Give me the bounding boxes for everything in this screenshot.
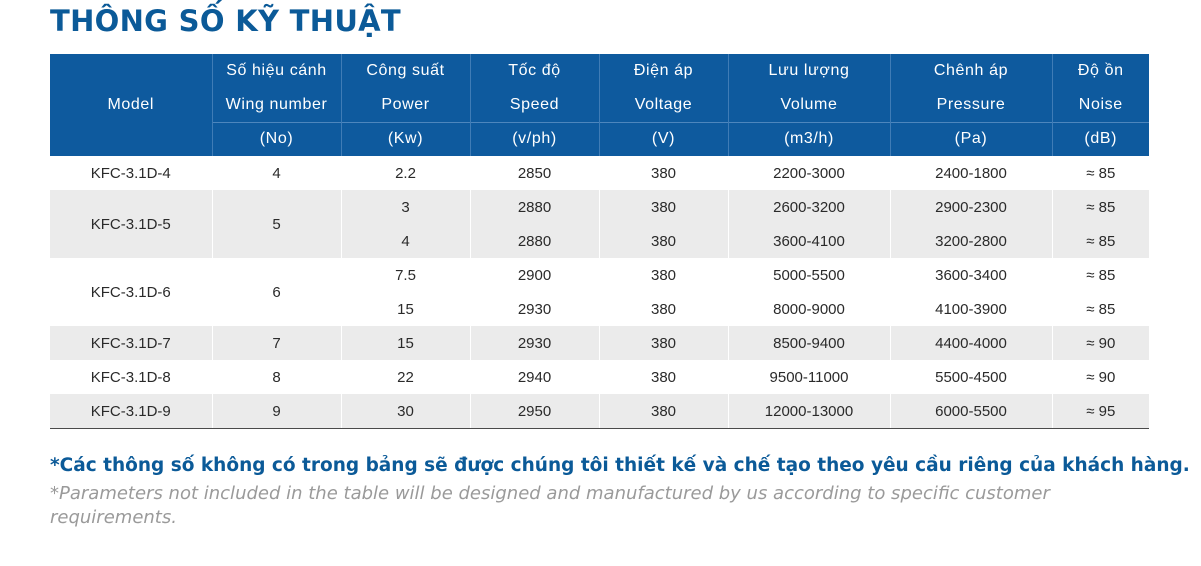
cell-wing: 6 [212,258,341,326]
header-voltage-en: Voltage [599,88,728,122]
cell-model: KFC-3.1D-6 [90,283,171,301]
cell-volume: 12000-13000 [728,394,890,429]
header-pressure-unit: (Pa) [890,122,1052,156]
cell-pressure: 3200-2800 [890,224,1052,258]
cell-power: 15 [341,292,470,326]
cell-model: KFC-3.1D-8 [90,368,171,386]
cell-power: 2.2 [341,156,470,190]
cell-pressure: 5500-4500 [890,360,1052,394]
cell-pressure: 4100-3900 [890,292,1052,326]
cell-power: 3 [341,190,470,224]
header-power-unit: (Kw) [341,122,470,156]
cell-noise: ≈ 90 [1052,326,1149,360]
cell-speed: 2900 [470,258,599,292]
header-noise-vi: Độ ồn [1052,54,1149,88]
cell-noise: ≈ 90 [1052,360,1149,394]
cell-voltage: 380 [599,224,728,258]
header-model: Model [50,54,212,156]
cell-model: KFC-3.1D-4 [90,164,171,182]
cell-power: 4 [341,224,470,258]
cell-pressure: 6000-5500 [890,394,1052,429]
cell-pressure: 2900-2300 [890,190,1052,224]
cell-volume: 3600-4100 [728,224,890,258]
header-speed-unit: (v/ph) [470,122,599,156]
header-speed-en: Speed [470,88,599,122]
page-title: THÔNG SỐ KỸ THUẬT [50,4,402,38]
cell-noise: ≈ 85 [1052,292,1149,326]
header-power-en: Power [341,88,470,122]
cell-voltage: 380 [599,292,728,326]
cell-power: 30 [341,394,470,429]
table-row [50,258,1149,292]
spec-table [50,54,1149,429]
header-voltage-unit: (V) [599,122,728,156]
cell-wing: 9 [212,394,341,429]
note-english: *Parameters not included in the table will be designed and manufactured by us according to specific customer requirements. [50,483,1050,528]
header-volume-unit: (m3/h) [728,122,890,156]
cell-volume: 2200-3000 [728,156,890,190]
header-voltage-vi: Điện áp [599,54,728,88]
cell-noise: ≈ 85 [1052,190,1149,224]
cell-noise: ≈ 85 [1052,156,1149,190]
cell-voltage: 380 [599,326,728,360]
cell-volume: 8500-9400 [728,326,890,360]
cell-power: 22 [341,360,470,394]
cell-pressure: 2400-1800 [890,156,1052,190]
cell-speed: 2930 [470,326,599,360]
table-row [50,156,1149,190]
cell-model: KFC-3.1D-9 [50,394,212,429]
cell-speed: 2850 [470,156,599,190]
note-vietnamese: *Các thông số không có trong bảng sẽ được chúng tôi thiết kế và chế tạo theo yêu cầu riêng của khách hàng. [50,455,1190,476]
cell-pressure: 4400-4000 [890,326,1052,360]
cell-speed: 2880 [470,190,599,224]
cell-pressure: 3600-3400 [890,258,1052,292]
cell-volume: 2600-3200 [728,190,890,224]
cell-model: KFC-3.1D-7 [50,326,212,360]
header-speed-vi: Tốc độ [470,54,599,88]
cell-volume: 5000-5500 [728,258,890,292]
cell-volume: 9500-11000 [728,360,890,394]
cell-speed: 2950 [470,394,599,429]
cell-wing: 8 [212,360,341,394]
cell-speed: 2880 [470,224,599,258]
cell-model: KFC-3.1D-5 [50,190,212,258]
cell-speed: 2940 [470,360,599,394]
table-body [50,156,1149,429]
cell-voltage: 380 [599,258,728,292]
cell-noise: ≈ 85 [1052,224,1149,258]
table-row [50,360,1149,394]
table-row [50,394,1149,429]
header-wing-en: Wing number [212,88,341,122]
header-wing-vi: Số hiệu cánh [212,54,341,88]
cell-wing: 4 [212,156,341,190]
header-pressure-vi: Chênh áp [890,54,1052,88]
header-power-vi: Công suất [341,54,470,88]
cell-voltage: 380 [599,190,728,224]
table-row [50,190,1149,224]
header-volume-vi: Lưu lượng [728,54,890,88]
cell-noise: ≈ 95 [1052,394,1149,429]
cell-power: 7.5 [341,258,470,292]
table-row [50,326,1149,360]
cell-power: 15 [341,326,470,360]
cell-wing: 7 [212,326,341,360]
cell-noise: ≈ 85 [1052,258,1149,292]
cell-voltage: 380 [599,394,728,429]
header-noise-unit: (dB) [1052,122,1149,156]
header-wing-unit: (No) [212,122,341,156]
cell-volume: 8000-9000 [728,292,890,326]
cell-wing: 5 [212,190,341,258]
cell-voltage: 380 [599,360,728,394]
table-header [50,54,1149,156]
header-volume-en: Volume [728,88,890,122]
header-noise-en: Noise [1052,88,1149,122]
header-pressure-en: Pressure [890,88,1052,122]
cell-voltage: 380 [599,156,728,190]
cell-speed: 2930 [470,292,599,326]
